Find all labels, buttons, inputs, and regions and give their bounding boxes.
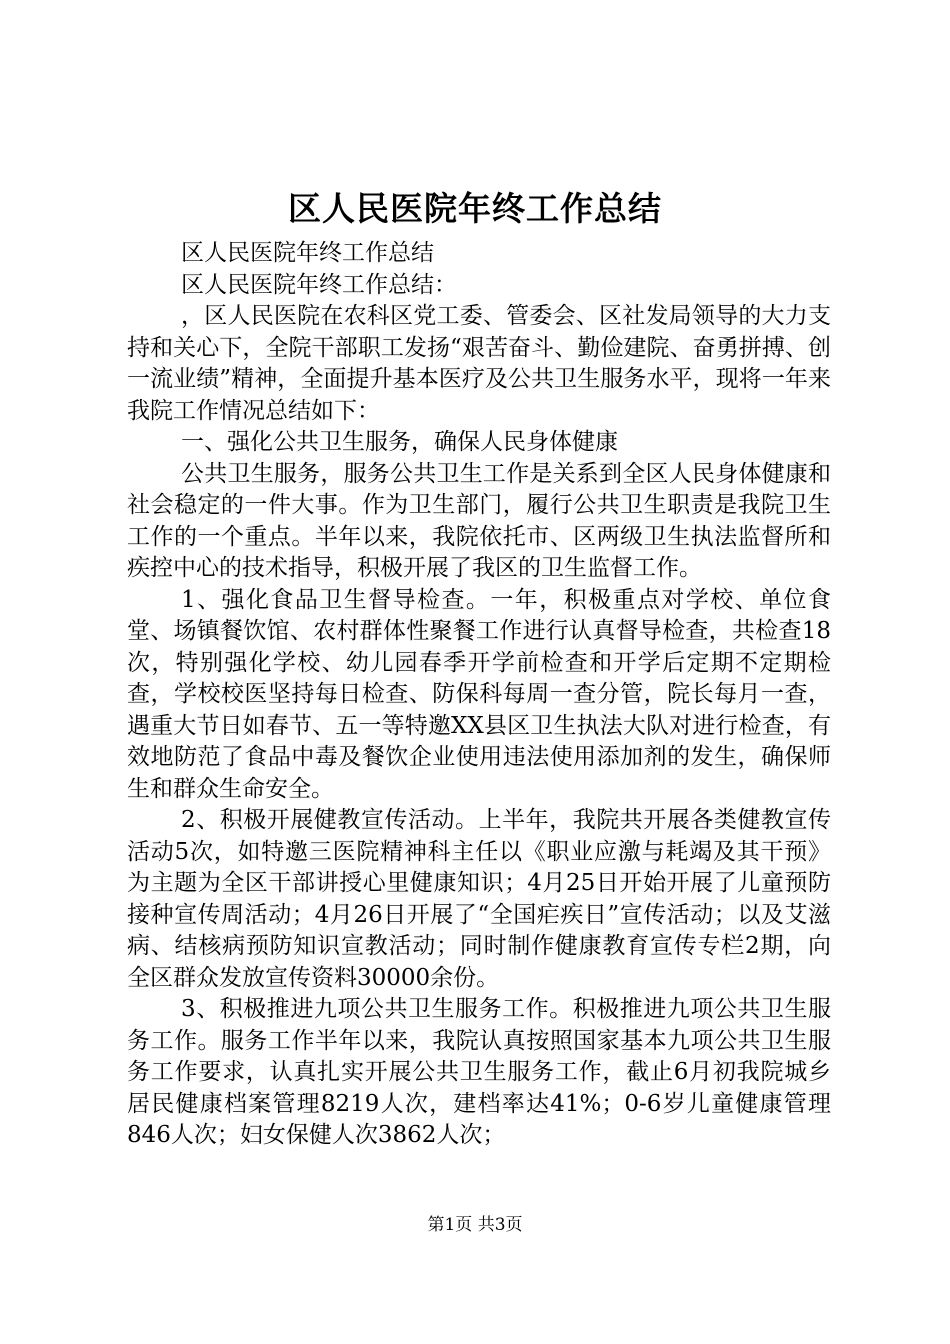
paragraph-intro: ，区人民医院在农科区党工委、管委会、区社发局领导的大力支持和关心下，全院干部职工发扬“艰苦奋斗、勤俭建院、奋勇拼搏、创一流业绩”精神，全面提升基本医疗及公共卫生服务水平，现将一年来我院工作情况总结如下：	[127, 303, 831, 424]
document-title: 区人民医院年终工作总结	[288, 189, 662, 228]
paragraph-item-2: 2、积极开展健教宣传活动。上半年，我院共开展各类健教宣传活动5次，如特邀三医院精神科主任以《职业应激与耗竭及其干预》为主题为全区干部讲授心里健康知识；4月25日开始开展了儿童预防接种宣传周活动；4月26日开展了“全国疟疾日”宣传活动；以及艾滋病、结核病预防知识宣教活动；同时制作健康教育宣传专栏2期，向全区群众发放宣传资料30000余份。	[127, 807, 831, 991]
paragraph-subtitle: 区人民医院年终工作总结	[181, 240, 435, 266]
paragraph-salutation: 区人民医院年终工作总结：	[181, 271, 458, 298]
paragraph-item-3: 3、积极推进九项公共卫生服务工作。积极推进九项公共卫生服务工作。服务工作半年以来，我院认真按照国家基本九项公共卫生服务工作要求，认真扎实开展公共卫生服务工作，截止6月初我院城乡居民健康档案管理8219人次，建档率达41%；0-6岁儿童健康管理846人次；妇女保健人次3862人次；	[127, 996, 831, 1148]
paragraph-public-health: 公共卫生服务，服务公共卫生工作是关系到全区人民身体健康和社会稳定的一件大事。作为卫生部门，履行公共卫生职责是我院卫生工作的一个重点。半年以来，我院依托市、区两级卫生执法监督所和疾控中心的技术指导，积极开展了我区的卫生监督工作。	[127, 460, 831, 581]
section-heading: 一、强化公共卫生服务，确保人民身体健康	[181, 429, 619, 455]
page-number-footer: 第1页 共3页	[427, 1215, 523, 1235]
document-body	[127, 238, 831, 1152]
paragraph-item-1: 1、强化食品卫生督导检查。一年，积极重点对学校、单位食堂、场镇餐饮馆、农村群体性聚餐工作进行认真督导检查，共检查18次，特别强化学校、幼儿园春季开学前检查和开学后定期不定期检查，学校校医坚持每日检查、防保科每周一查分管，院长每月一查，遇重大节日如春节、五一等特邀XX县区卫生执法大队对进行检查，有效地防范了食品中毒及餐饮企业使用违法使用添加剂的发生，确保师生和群众生命安全。	[127, 586, 831, 802]
